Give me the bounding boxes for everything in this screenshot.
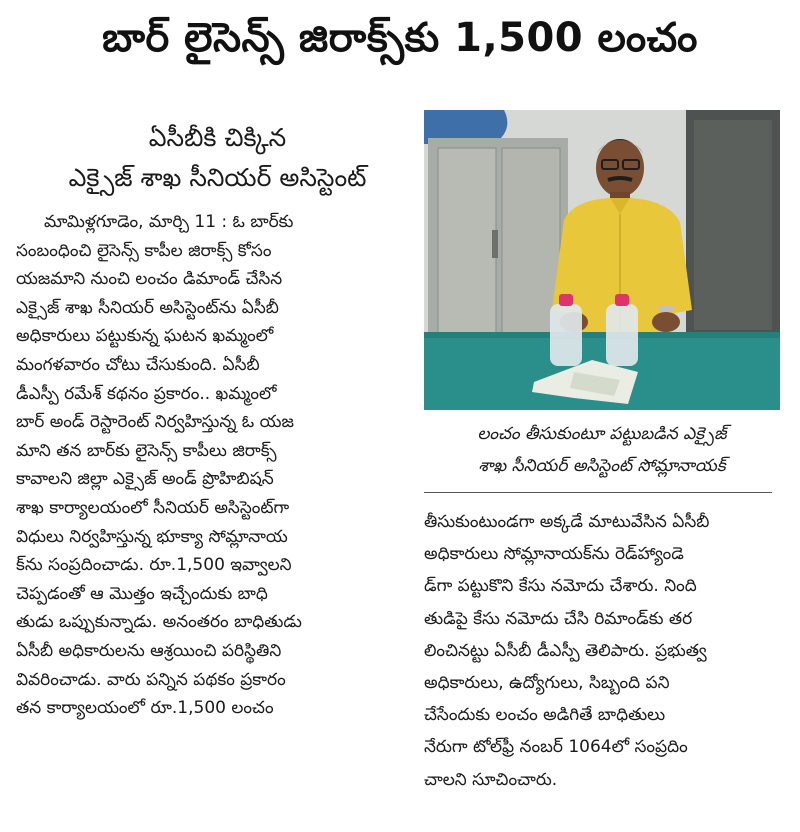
photo-bottle (606, 294, 638, 366)
body-paragraph (424, 506, 780, 796)
body-line: మాని తన బార్‌కు లైసెన్స్ కాపీలు జిరాక్స్ (16, 440, 277, 461)
body-line: బార్ అండ్ రెస్టారెంట్ నిర్వహిస్తున్న ఓ యజ (16, 412, 294, 433)
body-paragraph (16, 208, 416, 723)
subheadline-line: ఎక్సైజ్ శాఖ సీనియర్ అసిస్టెంట్ (68, 163, 367, 192)
body-line: చెప్పడంతో ఆ మొత్తం ఇచ్చేందుకు బాధి (16, 583, 268, 604)
photo-bottle (550, 294, 582, 366)
caption-line: శాఖ సీనియర్ అసిస్టెంట్ సోమ్లానాయక్ (478, 456, 726, 476)
body-line: తన కార్యాలయంలో రూ.1,500 లంచం (16, 698, 274, 719)
body-line: నేరుగా టోల్‌ఫ్రీ నంబర్ 1064లో సంప్రదిం (424, 737, 688, 758)
body-line: తీసుకుంటుండగా అక్కడే మాటువేసిన ఏసీబీ (424, 512, 710, 532)
photo-caption (424, 418, 780, 482)
body-line: శాఖ కార్యాలయంలో సీనియర్ అసిస్టెంట్‌గా (16, 497, 290, 518)
body-line: తుడు ఒప్పుకున్నాడు. అనంతరం బాధితుడు (16, 612, 302, 633)
body-line: మంగళవారం చోటు చేసుకుంది. ఏసీబీ (16, 354, 260, 375)
body-line: యజమాని నుంచి లంచం డిమాండ్ చేసిన (16, 269, 283, 290)
body-line: డీఎస్పీ రమేశ్ కథనం ప్రకారం.. ఖమ్మంలో (16, 383, 277, 404)
body-line: ఏసీబీ అధికారులను ఆశ్రయించి పరిస్థితిని (16, 640, 282, 661)
headline: బార్ లైసెన్స్ జిరాక్స్‌కు 1,500 లంచం (102, 15, 698, 61)
body-line: డ్‌గా పట్టుకొని కేసు నమోదు చేశారు. నింది (424, 576, 697, 597)
article-body-right-column (424, 506, 780, 796)
body-line: ఎక్సైజ్ శాఖ సీనియర్ అసిస్టెంట్‌ను ఏసీబీ (16, 297, 279, 318)
photo-illustration (424, 110, 780, 410)
body-line: సంబంధించి లైసెన్స్ కాపీల జిరాక్స్ కోసం (16, 240, 272, 261)
body-line: వివరించాడు. వారు పన్నిన పథకం ప్రకారం (16, 669, 286, 690)
body-line: మామిళ్లగూడెం, మార్చి 11 : ఓ బార్‌కు (44, 212, 294, 232)
body-line: కావాలని జిల్లా ఎక్సైజ్ అండ్ ప్రొహిబిషన్ (16, 469, 274, 490)
body-line: లించినట్టు ఏసీబీ డీఎస్పీ తెలిపారు. ప్రభుత్వ (424, 640, 707, 661)
article-body-left-column (16, 208, 416, 723)
body-line: చాలని సూచించారు. (424, 769, 558, 790)
news-photo (424, 110, 780, 410)
body-line: అధికారులు సోమ్లానాయక్‌ను రెడ్‌హ్యాండె (424, 544, 684, 565)
caption-line: లంచం తీసుకుంటూ పట్టుబడిన ఎక్సైజ్ (477, 424, 727, 444)
body-line: క్‌ను సంప్రదించాడు. రూ.1,500 ఇవ్వాలని (16, 555, 292, 576)
subheadline (20, 118, 415, 198)
body-line: విధులు నిర్వహిస్తున్న భూక్యా సోమ్లానాయ (16, 526, 288, 547)
subheadline-line: ఏసీబీకి చిక్కిన (148, 123, 287, 152)
body-line: అధికారులు పట్టుకున్న ఘటన ఖమ్మంలో (16, 326, 274, 347)
caption-divider (424, 492, 772, 493)
body-line: అధికారులు, ఉద్యోగులు, సిబ్బంది పని (424, 673, 670, 694)
body-line: చేసేందుకు లంచం అడిగితే బాధితులు (424, 705, 666, 726)
body-line: తుడిపై కేసు నమోదు చేసి రిమాండ్‌కు తర (424, 608, 693, 629)
